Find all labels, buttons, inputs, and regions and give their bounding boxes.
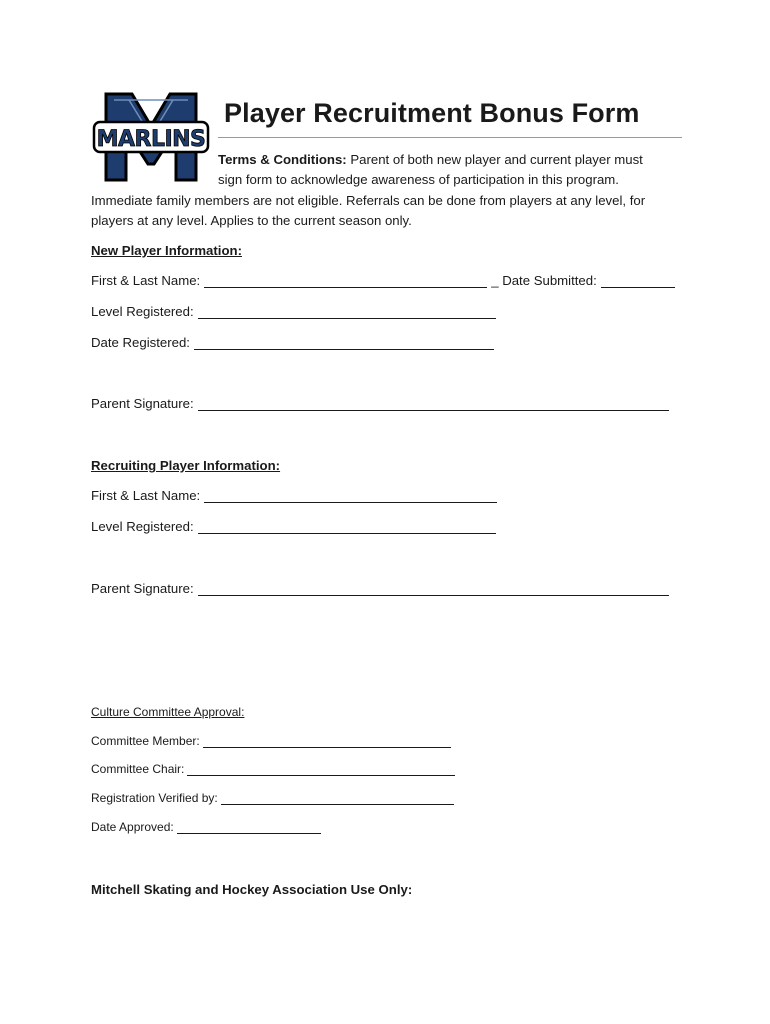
recruiting-player-level-field[interactable] [198,519,496,534]
committee-chair-field[interactable] [187,763,455,776]
registration-verified-field[interactable] [221,792,454,805]
recruiting-player-name-row [91,488,497,503]
date-submitted-field[interactable] [601,273,675,288]
new-player-name-label: First & Last Name: [91,273,201,288]
date-approved-row [91,820,321,834]
committee-chair-label: Committee Chair: [91,762,185,776]
recruiting-player-signature-label: Parent Signature: [91,581,194,596]
approval-heading: Culture Committee Approval: [91,705,245,719]
terms-line-3: Immediate family members are not eligible. Referrals can be done from players at any level, for [91,193,646,208]
new-player-level-field[interactable] [198,304,496,319]
page-title: Player Recruitment Bonus Form [224,98,640,128]
new-player-signature-field[interactable] [198,396,669,411]
date-approved-field[interactable] [177,821,321,834]
committee-member-field[interactable] [203,735,451,748]
registration-verified-label: Registration Verified by: [91,791,218,805]
terms-label: Terms & Conditions: [218,152,347,167]
new-player-level-row [91,304,496,319]
recruiting-player-name-field[interactable] [204,488,497,503]
terms-line-1: Terms & Conditions: Parent of both new player and current player must [218,152,643,167]
date-registered-field[interactable] [194,335,494,350]
committee-member-row [91,734,451,748]
registration-verified-row [91,791,454,805]
new-player-name-field[interactable] [204,273,487,288]
recruiting-player-signature-row [91,581,669,596]
terms-line-4: players at any level. Applies to the current season only. [91,213,412,228]
recruiting-player-signature-field[interactable] [198,581,669,596]
new-player-signature-label: Parent Signature: [91,396,194,411]
logo-wordmark: MARLINS [96,127,206,152]
association-use-only-heading: Mitchell Skating and Hockey Association Use Only: [91,882,413,897]
new-player-signature-row [91,396,669,411]
date-approved-label: Date Approved: [91,820,174,834]
new-player-heading: New Player Information: [91,243,242,258]
recruiting-player-level-row [91,519,496,534]
marlins-logo [92,92,210,184]
terms-line-2: sign form to acknowledge awareness of participation in this program. [218,172,619,187]
new-player-level-label: Level Registered: [91,304,194,319]
date-registered-label: Date Registered: [91,335,190,350]
recruiting-player-level-label: Level Registered: [91,519,194,534]
title-divider [218,137,682,138]
committee-member-label: Committee Member: [91,734,200,748]
date-registered-row [91,335,494,350]
recruiting-player-name-label: First & Last Name: [91,488,201,503]
date-submitted-label: _ Date Submitted: [491,273,597,288]
recruiting-player-heading: Recruiting Player Information: [91,458,281,473]
committee-chair-row [91,762,455,776]
new-player-name-row [91,273,675,288]
